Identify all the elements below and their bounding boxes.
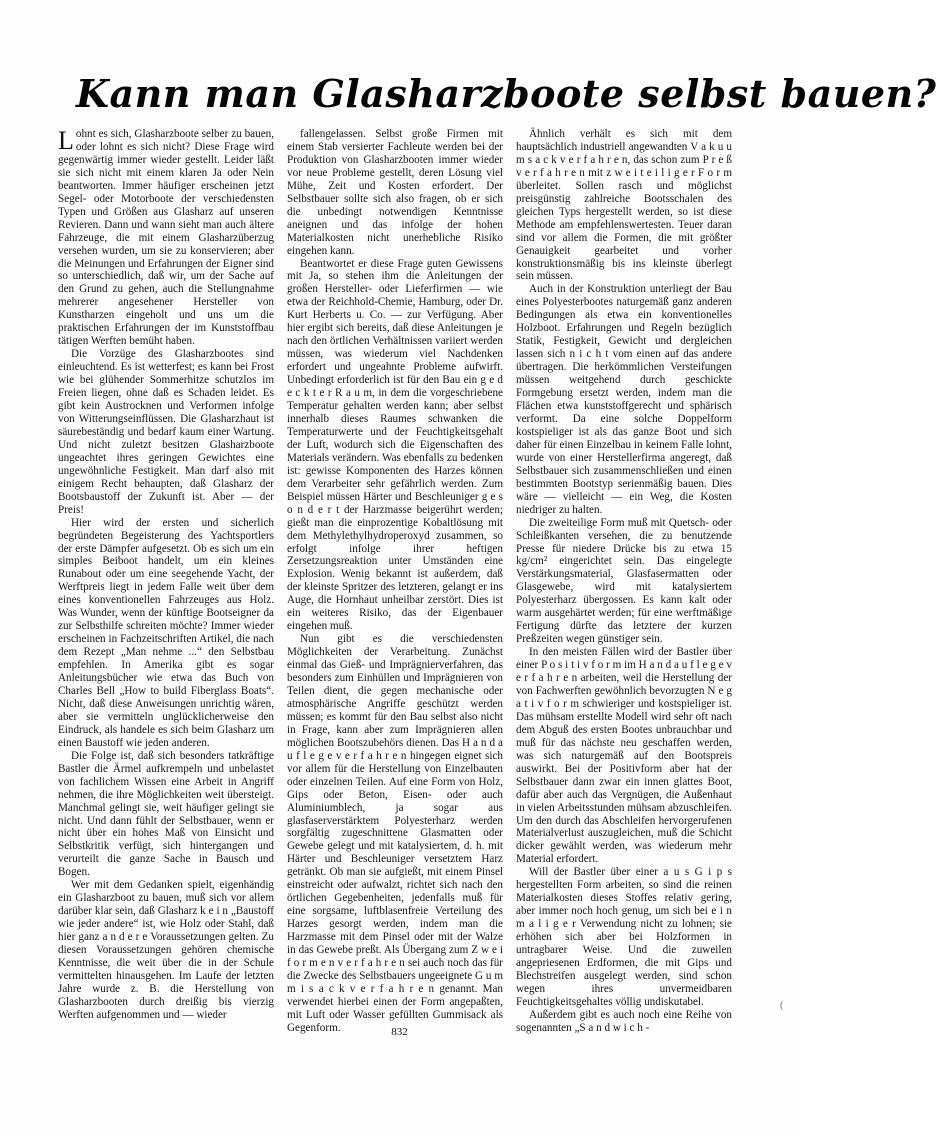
drop-cap: L <box>58 126 74 155</box>
paragraph: Ähnlich verhält es sich mit dem hauptsächlich industriell angewandten V a k u u m s a c k v e r f a h r e n, das schon zum P r e ß v e r f a h r e n mit z w e i t e i l i g e r F o r m überleitet. Sollen rasch und möglichst preisgünstig zahlreiche Bootsschalen des gleichen Typs hergestellt werden, so ist diese Methode am empfehlenswertesten. Teuer daran sind vor allem die Formen, die mit größter Genauigkeit gearbeitet und vorher konstruktionsmäßig bis ins kleinste überlegt sein müssen. <box>516 128 732 283</box>
text-column-3 <box>516 128 732 1034</box>
paragraph: Auch in der Konstruktion unterliegt der Bau eines Polyesterbootes naturgemäß ganz anderen Bedingungen als etwa ein konventionelles Holzboot. Erfahrungen und Regeln bezüglich Statik, Festigkeit, Gewicht und dergleichen lassen sich n i c h t vom einen auf das andere übertragen. Die herkömmlichen Versteifungen müssen weitgehend durch geschickte Formgebung ersetzt werden, indem man die Flächen etwa kunststoffgerecht und sphärisch verformt. Da eine solche Doppelform kostspieliger ist als das ganze Boot und sich daher für einen Einzelbau in keinem Falle lohnt, wurde von einer Herstellerfirma angeregt, daß Selbstbauer sich zusammenschließen und einen bestimmten Bootstyp serienmäßig bauen. Dies wäre — vielleicht — ein Weg, die Kosten niedriger zu halten. <box>516 283 732 516</box>
page-number: 832 <box>391 1026 408 1038</box>
paragraph: Hier wird der ersten und sicherlich begründeten Begeisterung des Yachtsportlers der erste Dämpfer aufgesetzt. Ob es sich um ein simples Beiboot handelt, um ein kleines Runabout oder um eine seegehende Yacht, der Werftpreis liegt in jedem Falle weit über dem eines konventionellen Fahrzeuges aus Holz. Was Wunder, wenn der künftige Bootseigner da zur Selbsthilfe schreiten möchte? Immer wieder erscheinen in Fachzeitschriften Artikel, die nach dem Rezept „Man nehme ...“ den Selbstbau empfehlen. In Amerika gibt es sogar Anleitungsbücher wie etwa das Buch von Charles Bell „How to build Fiberglass Boats“. Nicht, daß diese Anweisungen unrichtig wären, aber sie vermitteln unglücklicherweise den Eindruck, als handele es sich beim Glasharz um einen Baustoff wie jeden anderen. <box>58 516 274 749</box>
text-column-1 <box>58 126 274 1021</box>
paragraph: Will der Bastler über einer a u s G i p s hergestellten Form arbeiten, so sind die reinen Materialkosten dieses Stoffes relativ gering, aber immer noch hoch genug, um sich bei e i n m a l i g e r Verwendung nicht zu lohnen; sie erhöhen sich aber bei Holzformen in untragbarer Weise. Und die zuweilen angepriesenen Erdformen, die mit Gips und Blechstreifen ausgelegt werden, sind schon wegen ihres unvermeidbaren Feuchtigkeitsgehaltes völlig undiskutabel. <box>516 866 732 1008</box>
article-title: Kann man Glasharzboote selbst bauen? <box>76 71 936 116</box>
paragraph: Beantwortet er diese Frage guten Gewissens mit Ja, so stehen ihm die Anleitungen der großen Hersteller- oder Lieferfirmen — wie etwa der Reichhold-Chemie, Hamburg, oder Dr. Kurt Herberts u. Co. — zur Verfügung. Aber hier ergibt sich bereits, daß diese Anleitungen je nach den örtlichen Verhältnissen variiert werden müssen, was wiederum viel Nachdenken erfordert und ungeahnte Probleme aufwirft. Unbedingt erforderlich ist für den Bau ein g e d e c k t e r R a u m, in dem die vorgeschriebene Temperatur gehalten werden kann; aber selbst innerhalb dieses Raumes schwanken die Temperaturwerte und der Feuchtigkeitsgehalt der Luft, wodurch sich die Eigenschaften des Materials verändern. Was ebenfalls zu bedenken ist: gewisse Komponenten des Harzes können dem Verarbeiter sehr gefährlich werden. Zum Beispiel müssen Härter und Beschleuniger g e s o n d e r t der Harzmasse beigerührt werden; gießt man die einprozentige Kobaltlösung mit dem Methylethylhydroperoxyd zusammen, so erfolgt infolge ihrer heftigen Zersetzungsreaktion unter Umständen eine Explosion. Wenig bekannt ist außerdem, daß der kleinste Spritzer des letzteren, gelangt er ins Auge, die Hornhaut unheilbar zerstört. Dies ist ein weiteres Risiko, das der Eigenbauer eingehen muß. <box>287 257 503 633</box>
paragraph: In den meisten Fällen wird der Bastler über einer P o s i t i v f o r m im H a n d a u f l e g e v e r f a h r e n arbeiten, weil die Herstellung der von Fachwerften gewöhnlich bevorzugten N e g a t i v f o r m schwieriger und kostspieliger ist. Das mühsam erstellte Modell wird sehr oft nach dem Abguß des ersten Bootes unbrauchbar und muß für das nächste neu geschaffen werden, was sich naturgemäß auf den Bootspreis auswirkt. Bei der Positivform aber hat der Selbstbauer dann zwar ein innen glattes Boot, dafür aber auch das Vergnügen, die Außenhaut in vielen Arbeitsstunden mühsam abzuschleifen. Um den durch das Abschleifen hervorgerufenen Materialverlust auszugleichen, muß die Schicht dicker gewählt werden, was wiederum mehr Material erfordert. <box>516 646 732 866</box>
paragraph: Die Vorzüge des Glasharzbootes sind einleuchtend. Es ist wetterfest; es kann bei Frost wie bei glühender Sommerhitze schutzlos im Freien liegen, ohne daß es Schaden leidet. Es gibt kein Austrocknen und Verformen infolge von Witterungseinflüssen. Die Glasharzhaut ist säurebeständig und bedarf kaum einer Wartung. Und nicht zuletzt besitzen Glasharzboote ungeachtet ihres geringen Gewichtes eine ungewöhnliche Festigkeit. Man darf also mit einigem Recht behaupten, daß Glasharz der Bootsbaustoff der Zukunft ist. Aber — der Preis! <box>58 348 274 516</box>
paragraph: Die Folge ist, daß sich besonders tatkräftige Bastler die Ärmel aufkrempeln und unbelastet von fachlichem Wissen eine Arbeit in Angriff nehmen, die ihre Möglichkeiten weit übersteigt. Manchmal gelingt sie, weit häufiger gelingt sie nicht. Und dann fühlt der Selbstbauer, wenn er nicht über ein hohes Maß von Einsicht und Selbstkritik verfügt, sich hintergangen und verurteilt die ganze Sache in Bausch und Bogen. <box>58 749 274 879</box>
paragraph: Außerdem gibt es auch noch eine Reihe von sogenannten „S a n d w i c h - <box>516 1008 732 1034</box>
paragraph: Die zweiteilige Form muß mit Quetsch- oder Schleißkanten versehen, die zu benutzende Presse für niedere Drücke bis zu etwa 15 kg/cm² eingerichtet sein. Das eingelegte Verstärkungsmaterial, Glasfasermatten oder Glasgewebe, wird mit katalysiertem Polyesterharz übergossen. Es kann kalt oder warm ausgehärtet werden; für eine werftmäßige Fertigung dürfte das letztere der kurzen Preßzeiten wegen günstiger sein. <box>516 516 732 646</box>
paragraph: Nun gibt es die verschiedensten Möglichkeiten der Verarbeitung. Zunächst einmal das Gieß- und Imprägnierverfahren, das besonders zum Einhüllen und Imprägnieren von Teilen dient, die gegen mechanische oder atmosphärische Angriffe geschützt werden müssen; es kommt für den Bau selbst also nicht in Frage, kann aber zum Imprägnieren allen möglichen Bootszubehörs dienen. Das H a n d a u f l e g e v e r f a h r e n hingegen eignet sich vor allem für die Herstellung von Einzelbauten oder einzelnen Teilen. Auf eine Form von Holz, Gips oder Beton, Eisen- oder auch Aluminiumblech, ja sogar aus glasfaserverstärktem Polyesterharz werden sorgfältig zugeschnittene Glasmatten oder Gewebe gelegt und mit katalysiertem, d. h. mit Härter und Beschleuniger versetztem Harz getränkt. Ob man sie aufgießt, mit einem Pinsel einstreicht oder aufwalzt, richtet sich nach den örtlichen Gegebenheiten, jedenfalls muß für eine sorgsame, luftblasenfreie Verteilung des Harzes gesorgt werden, indem man die Harzmasse mit dem Pinsel oder mit der Walze in das Gewebe preßt. Als Übergang zum Z w e i f o r m e n v e r f a h r e n sei auch noch das für die Zwecke des Selbstbauers ungeeignete G u m m i s a c k v e r f a h r e n genannt. Man verwendet hierbei einen der Form angepaßten, mit Luft oder Wasser gefüllten Gummisack als Gegenform. <box>287 633 503 1034</box>
paragraph: Wer mit dem Gedanken spielt, eigenhändig ein Glasharzboot zu bauen, muß sich vor allem darüber klar sein, daß Glasharz k e i n „Baustoff wie jeder andere“ ist, wie Holz oder Stahl, daß hier ganz a n d e r e Voraussetzungen gelten. Zu diesen Voraussetzungen gehören chemische Kenntnisse, die weit über die in der Schule vermittelten hinausgehen. Im Laufe der letzten Jahre wurde z. B. die Herstellung von Glasharzbooten durch dreißig bis vierzig Werften aufgenommen und — wieder <box>58 879 274 1021</box>
paragraph: Lohnt es sich, Glasharzboote selber zu bauen, oder lohnt es sich nicht? Diese Frage wird gegenwärtig immer wieder gestellt. Leider läßt sie sich nicht mit einem klaren Ja oder Nein beantworten. Immer häufiger erscheinen jetzt Segel- oder Motorboote der verschiedensten Typen und Größen aus Glasharz auf unseren Revieren. Dann und wann sieht man auch ältere Fahrzeuge, die mit einem Glasharzüberzug versehen wurden, um sie zu konservieren; aber die Meinungen und Erfahrungen der Eigner sind so unterschiedlich, daß wir, um der Sache auf den Grund zu gehen, auch die Stellungnahme mehrerer angesehener Hersteller von Kunstharzen eingeholt und uns um die praktischen Erfahrungen der im Kunststoffbau tätigen Werften bemüht haben. <box>58 126 274 348</box>
margin-mark: ( <box>780 1000 784 1011</box>
paragraph: fallengelassen. Selbst große Firmen mit einem Stab versierter Fachleute werden bei der Produktion von Glasharzbooten immer wieder vor neue Probleme gestellt, deren Lösung viel Mühe, Zeit und Kosten erfordert. Der Selbstbauer sollte sich also fragen, ob er sich die unbedingt notwendigen Kenntnisse aneignen und das infolge der hohen Materialkosten nicht unerhebliche Risiko eingehen kann. <box>287 128 503 257</box>
